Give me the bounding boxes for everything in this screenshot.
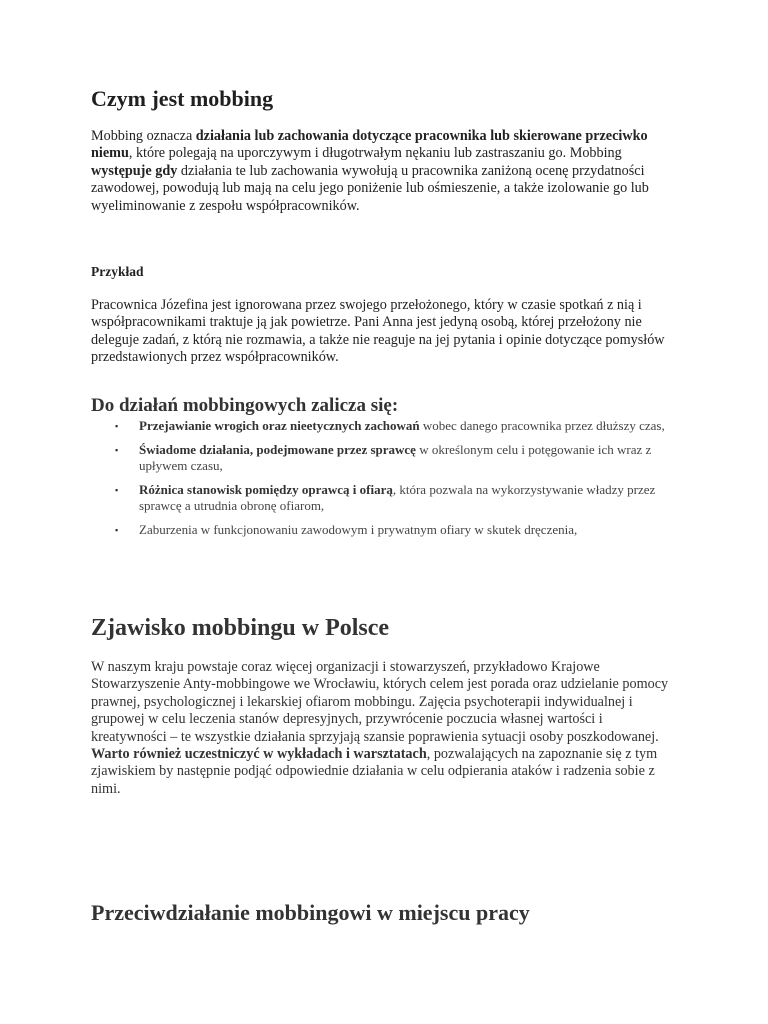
heading-przyklad: Przykład (91, 264, 144, 279)
bullet-icon: ▪ (115, 421, 119, 431)
poland-paragraph (91, 659, 681, 798)
list-item (115, 418, 675, 434)
list-item-bold: Przejawianie wrogich oraz nieetycznych zachowań (139, 418, 420, 433)
intro-text-2: , które polegają na uporczywym i długotrwałym nękaniu lub zastraszaniu go. Mobbing (128, 145, 622, 162)
intro-text-3: działania te lub zachowania wywołują u pracownika zaniżoną ocenę przydatności zawodowej, powodują lub mają na celu jego poniżenie lub ośmieszenie, a także izolowanie go lub wyeliminowanie z zespołu współpracowników. (91, 162, 649, 214)
intro-paragraph (91, 128, 681, 215)
poland-bold-1: Warto również uczestniczyć w wykładach i warsztatach (91, 746, 427, 763)
bullet-icon: ▪ (115, 485, 119, 495)
heading-zjawisko-mobbingu: Zjawisko mobbingu w Polsce (91, 615, 390, 641)
poland-text-2: , pozwalających na zapoznanie się z tym zjawiskiem by następnie podjąć odpowiednie działania w celu odpierania ataków i radzenia sobie z nimi. (91, 746, 658, 797)
poland-text-1: W naszym kraju powstaje coraz więcej organizacji i stowarzyszeń, przykładowo Krajowe Stowarzyszenie Anty-mobbingowe we Wrocławiu, których celem jest porada oraz udzielanie pomocy prawnej, psychologicznej i lekarskiej ofiarom mobbingu. Zajęcia psychoterapii indywidualnej i grupowej w celu leczenia stanów depresyjnych, przywrócenie poczucia własnej wartości i kreatywności – te wszystkie działania sprzyjają szansie poprawienia sytuacji osoby poszkodowanej. (91, 659, 669, 745)
mobbing-actions-list (115, 418, 675, 538)
list-item-text: , która pozwala na wykorzystywanie władzy przez sprawcę a utrudnia obronę ofiarom, (139, 482, 656, 513)
heading-czym-jest-mobbing: Czym jest mobbing (91, 86, 274, 111)
example-paragraph: Pracownica Józefina jest ignorowana przez swojego przełożonego, który w czasie spotkań z nią i współpracownikami traktuje ją jak powietrze. Pani Anna jest jedyną osobą, której przełożony nie deleguje zadań, z którą nie rozmawia, a także nie reaguje na jej pytania i opinie dotyczące pomysłów przedstawionych przez współpracowników. (91, 297, 665, 366)
bullet-icon: ▪ (115, 445, 119, 455)
bullet-icon: ▪ (115, 525, 119, 535)
list-item-text: Zaburzenia w funkcjonowaniu zawodowym i prywatnym ofiary w skutek dręczenia, (139, 522, 578, 537)
heading-dzialania-mobbingowe: Do działań mobbingowych zalicza się: (91, 395, 399, 416)
list-item-bold: Różnica stanowisk pomiędzy oprawcą i ofiarą (139, 482, 393, 497)
list-item (115, 522, 675, 538)
heading-przeciwdzialanie: Przeciwdziałanie mobbingowi w miejscu pracy (91, 900, 530, 925)
intro-bold-1: działania lub zachowania dotyczące pracownika lub skierowane przeciwko niemu (91, 128, 648, 162)
intro-bold-2: występuje gdy (91, 162, 178, 179)
list-item (115, 482, 675, 514)
list-item-bold: Świadome działania, podejmowane przez sprawcę (139, 442, 416, 457)
list-item-text: w określonym celu i potęgowanie ich wraz z upływem czasu, (139, 442, 652, 473)
list-item-text: wobec danego pracownika przez dłuższy czas, (419, 418, 665, 433)
list-item (115, 442, 675, 474)
intro-text-1: Mobbing oznacza (91, 128, 196, 144)
